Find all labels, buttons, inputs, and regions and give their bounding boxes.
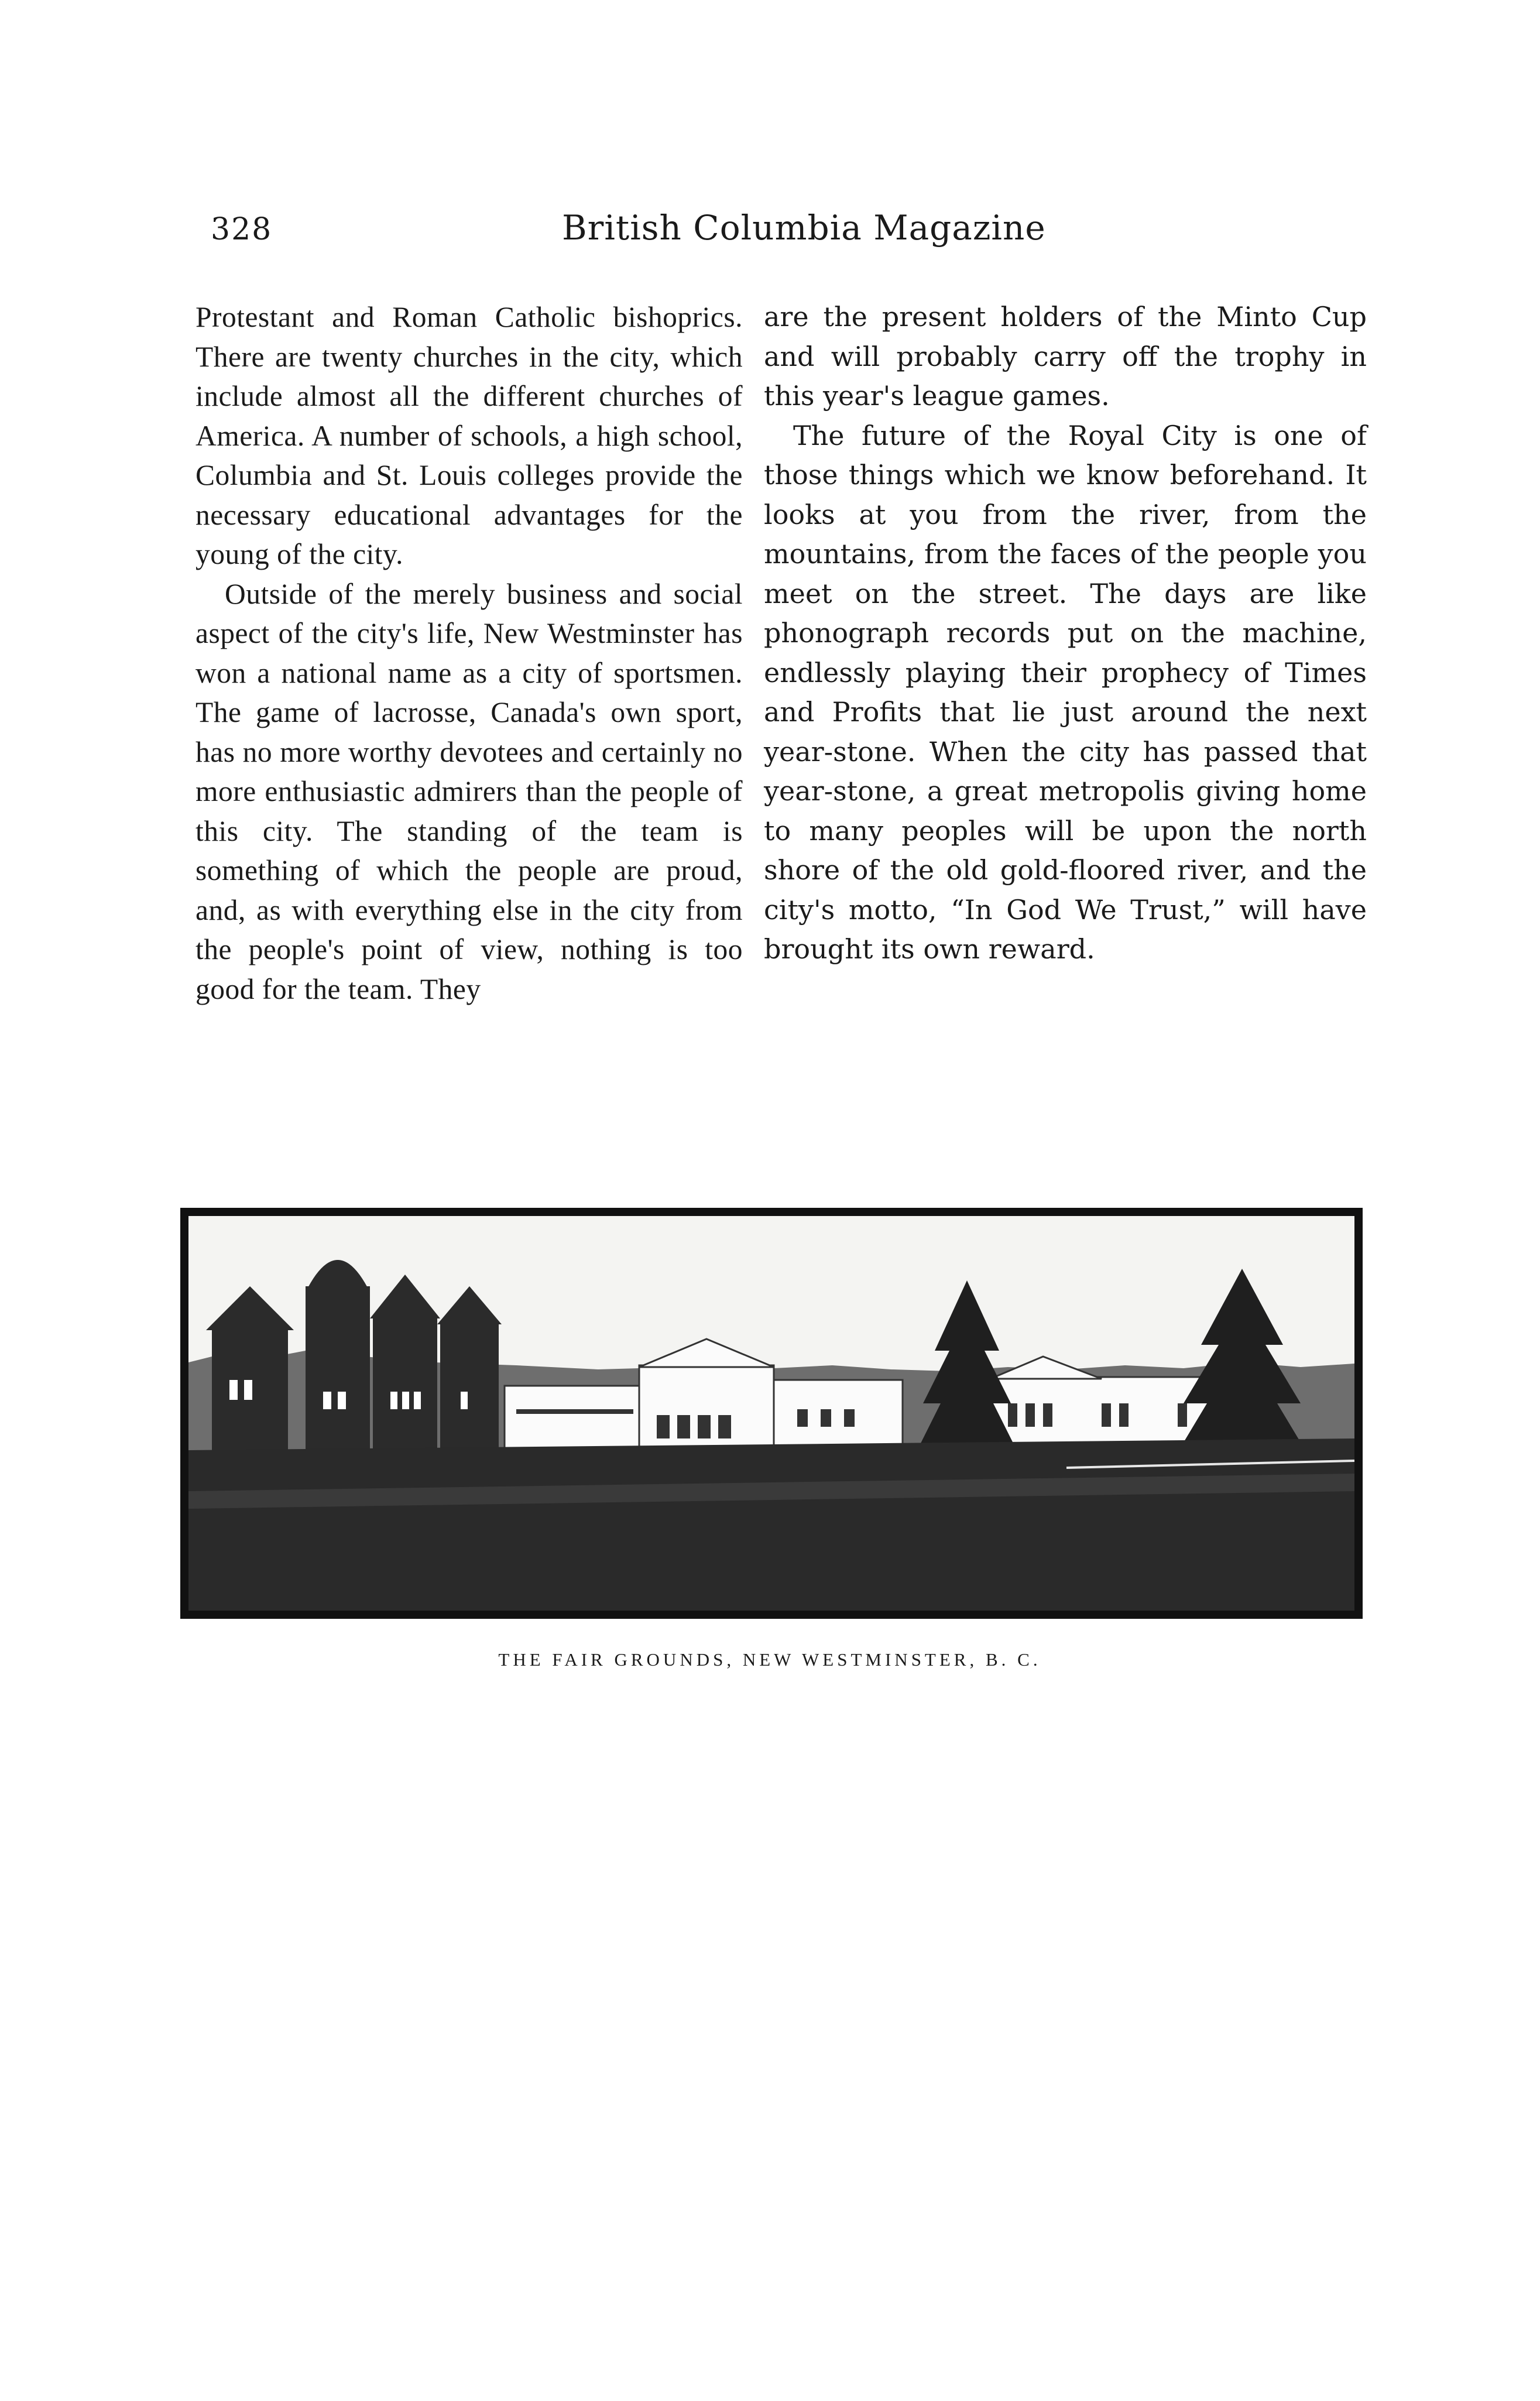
fair-grounds-photo: [180, 1208, 1363, 1619]
left-paragraph-2: Outside of the merely business and social aspect of the city's life, New Westminster has won a national name as a city of sportsmen. The game of lacrosse, Canada's own sport, has no more worthy devotees and certainly no more enthusiastic admirers than the people of this city. The standing of the team is something of which the people are proud, and, as with everything else in the city from the people's point of view, nothing is too good for the team. They: [195, 577, 743, 1005]
fair-grounds-illustration: [188, 1216, 1354, 1611]
right-column: [764, 297, 1367, 970]
right-paragraph-1: are the present holders of the Minto Cup and will probably carry off the trophy in this year's league games.: [764, 301, 1367, 412]
left-paragraph-1: Protestant and Roman Catholic bishoprics. There are twenty churches in the city, which include almost all the different churches of America. A number of schools, a high school, Columbia and St. Louis colleges provide the necessary educational advantages for the young of the city.: [195, 301, 743, 570]
running-head: British Columbia Magazine: [562, 208, 1046, 248]
page-number: 328: [211, 212, 273, 247]
figure-caption: THE FAIR GROUNDS, NEW WESTMINSTER, B. C.: [498, 1649, 1041, 1670]
left-column: [195, 297, 743, 1009]
right-paragraph-2: The future of the Royal City is one of those things which we know beforehand. It looks at you from the river, from the mountains, from the faces of the people you meet on the street. The days are like phonograph records put on the machine, endlessly playing their prophecy of Times and Profits that lie just around the next year-stone. When the city has passed that year-stone, a great metropolis giving home to many peoples will be upon the north shore of the old gold-floored river, and the city's motto, “In God We Trust,” will have brought its own reward.: [764, 419, 1367, 965]
